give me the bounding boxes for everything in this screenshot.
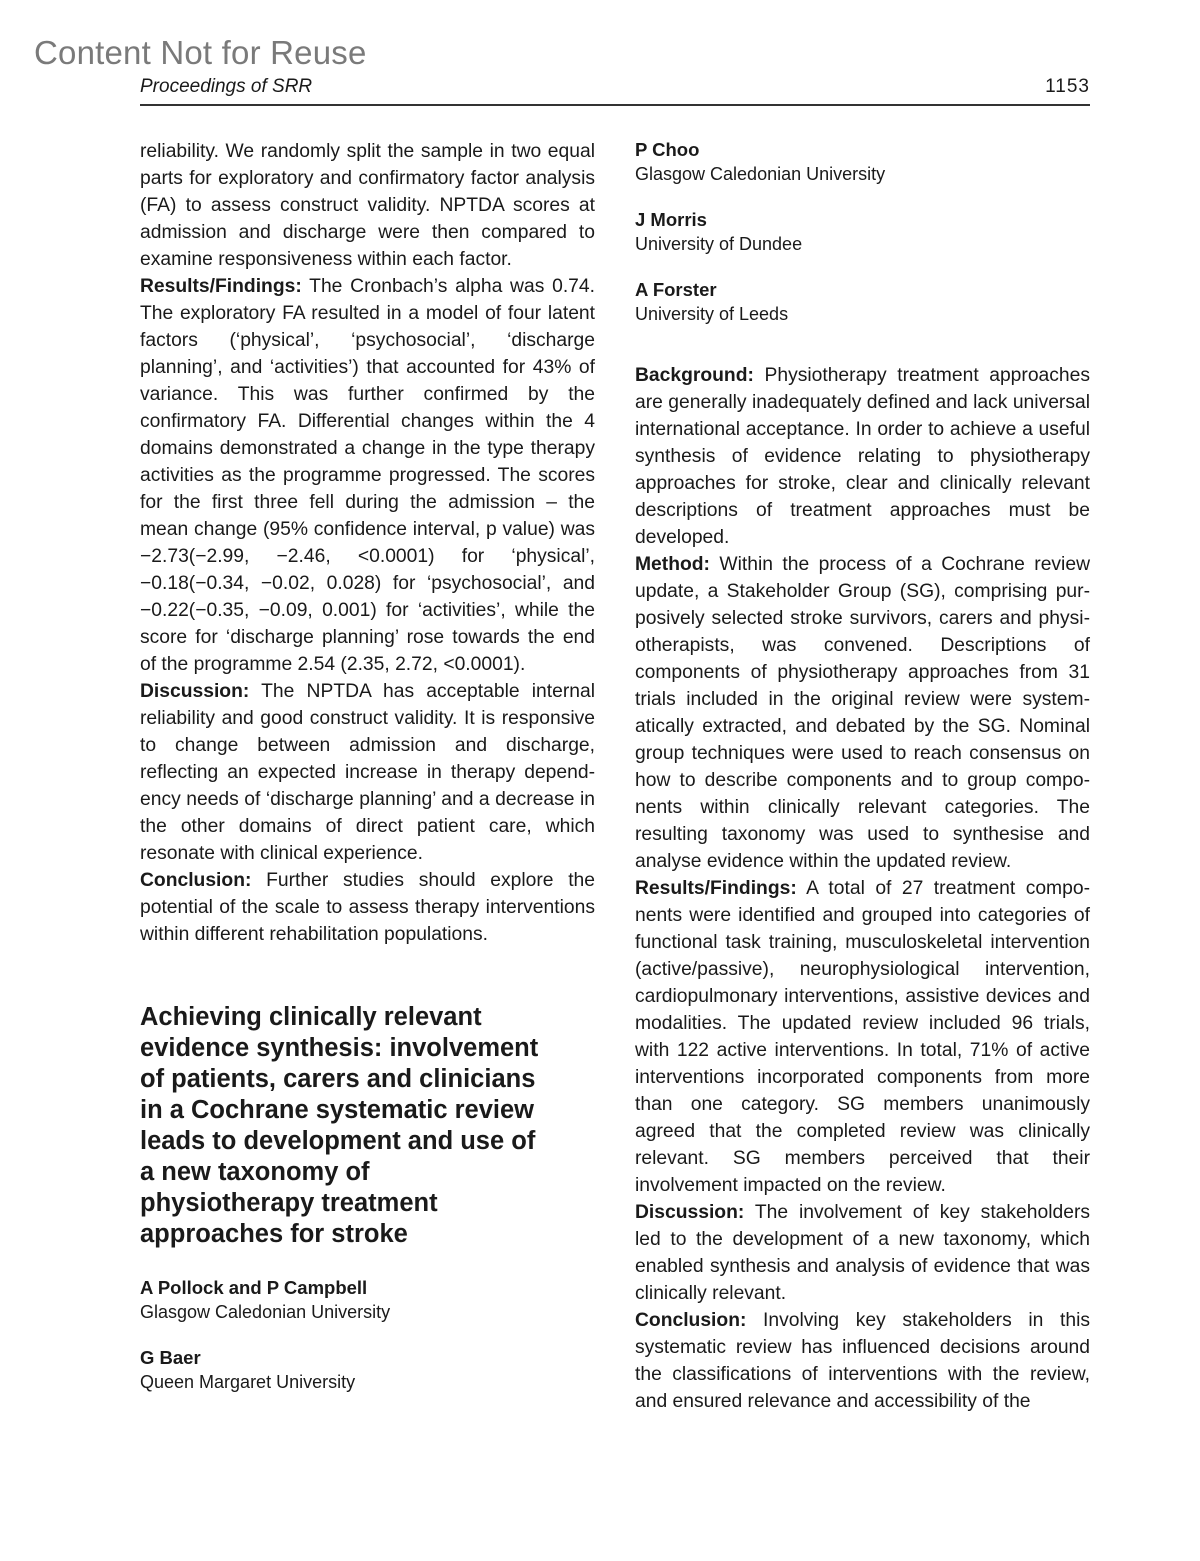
author-affiliation: Queen Margaret University — [140, 1372, 356, 1392]
abstract — [635, 362, 1090, 1415]
background-paragraph — [635, 362, 1090, 551]
results-paragraph — [635, 875, 1090, 1199]
method-label: Method: — [635, 554, 710, 575]
right-column — [635, 138, 1090, 1415]
author-block — [635, 138, 1090, 186]
author-block — [140, 1276, 595, 1324]
author-name: P Choo — [635, 139, 700, 160]
journal-name: Proceedings of SRR — [140, 76, 313, 97]
method-paragraph — [635, 551, 1090, 875]
author-block — [635, 208, 1090, 256]
author-name: A Forster — [635, 279, 717, 300]
page-number: 1153 — [1045, 76, 1090, 97]
conclusion-text: Involving key stakeholders in this systematic review has influenced decisions around the classifications of interventions with the review, and ensured relevance and accessibility of the — [635, 1310, 1090, 1412]
author-affiliation: University of Dundee — [635, 234, 803, 254]
discussion-text: The involvement of key stakeholders led to the development of a new taxonomy, which enabled synthesis and analysis of evidence that was clinically relevant. — [635, 1202, 1090, 1304]
author-name: J Morris — [635, 209, 707, 230]
left-column — [140, 138, 595, 1394]
discussion-label: Discussion: — [140, 681, 250, 702]
method-text: Within the process of a Cochrane review update, a Stakeholder Group (SG), comprising purposively selected stroke survivors, carers and physiotherapists, was convened. Descriptions of components of physiotherapy approaches from 31 trials included in the original review were systematically extracted, and debated by the SG. Nominal group techniques were used to reach consensus on how to describe components and to group components within clinically relevant categories. The resulting taxonomy was used to synthesise and analyse evidence within the updated review. — [635, 554, 1090, 872]
author-affiliation: University of Leeds — [635, 304, 789, 324]
conclusion-label: Conclusion: — [635, 1310, 747, 1331]
results-paragraph — [140, 273, 595, 678]
author-block — [140, 1346, 595, 1394]
conclusion-text: Further studies should explore the potential of the scale to assess therapy interventions within different rehabilitation populations. — [140, 870, 595, 945]
discussion-text: The NPTDA has acceptable internal reliability and good construct validity. It is responsive to change between admission and discharge, reflecting an expected increase in therapy dependency needs of ‘discharge planning’ and a decrease in the other domains of direct patient care, which resonate with clinical experience. — [140, 681, 595, 864]
discussion-paragraph — [140, 678, 595, 867]
background-label: Background: — [635, 365, 754, 386]
author-affiliation: Glasgow Caledonian University — [140, 1302, 391, 1322]
continuation-paragraph: reliability. We randomly split the sample in two equal parts for exploratory and confirmatory factor analysis (FA) to assess construct validity. NPTDA scores at admission and discharge were then compared to examine responsiveness within each factor. — [140, 141, 595, 270]
conclusion-paragraph — [140, 867, 595, 948]
background-text: Physiotherapy treatment approaches are generally inadequately defined and lack universal international acceptance. In order to achieve a useful synthesis of evidence relating to physiotherapy approaches for stroke, clear and clinically relevant descriptions of treatment approaches must be developed. — [635, 365, 1090, 548]
discussion-paragraph — [635, 1199, 1090, 1307]
conclusion-label: Conclusion: — [140, 870, 252, 891]
results-text: The Cronbach’s alpha was 0.74. The exploratory FA resulted in a model of four latent factors (‘physical’, ‘psychosocial’, ‘discharge planning’, and ‘activities’) that accounted for 43% of variance. This was further confirmed by the confirmatory FA. Differential changes within the 4 domains demonstrated a change in the type therapy activities as the programme progressed. The scores for the first three fell during the admission – the mean change (95% confidence interval, p value) was −2.73(−2.99, −2.46, <0.0001) for ‘physical’, −0.18(−0.34, −0.02, 0.028) for ‘psychosocial’, and −0.22(−0.35, −0.09, 0.001) for ‘activities’, while the score for ‘discharge planning’ rose towards the end of the programme 2.54 (2.35, 2.72, <0.0001). — [140, 276, 595, 675]
results-text: A total of 27 treatment components were identified and grouped into categories of functional task training, musculoskeletal intervention (active/passive), neurophysiological intervention, cardiopulmonary interventions, assistive devices and modalities. The updated review included 96 trials, with 122 active interventions. In total, 71% of active interventions incorporated components from more than one category. SG members unanimously agreed that the completed review was clinically relevant. SG members perceived that their involvement impacted on the review. — [635, 878, 1090, 1196]
article-title: Achieving clinically relevant evidence synthesis: involvement of patients, carers and clinicians in a Cochrane systematic review leads to development and use of a new taxonomy of physiotherapy treatment approaches for stroke — [140, 1003, 539, 1248]
author-block — [635, 278, 1090, 326]
results-label: Results/Findings: — [140, 276, 302, 297]
author-affiliation: Glasgow Caledonian University — [635, 164, 886, 184]
watermark: Content Not for Reuse — [34, 34, 367, 71]
author-name: G Baer — [140, 1347, 201, 1368]
discussion-label: Discussion: — [635, 1202, 745, 1223]
running-head — [140, 74, 1090, 106]
author-name: A Pollock and P Campbell — [140, 1277, 368, 1298]
results-label: Results/Findings: — [635, 878, 797, 899]
conclusion-paragraph — [635, 1307, 1090, 1415]
